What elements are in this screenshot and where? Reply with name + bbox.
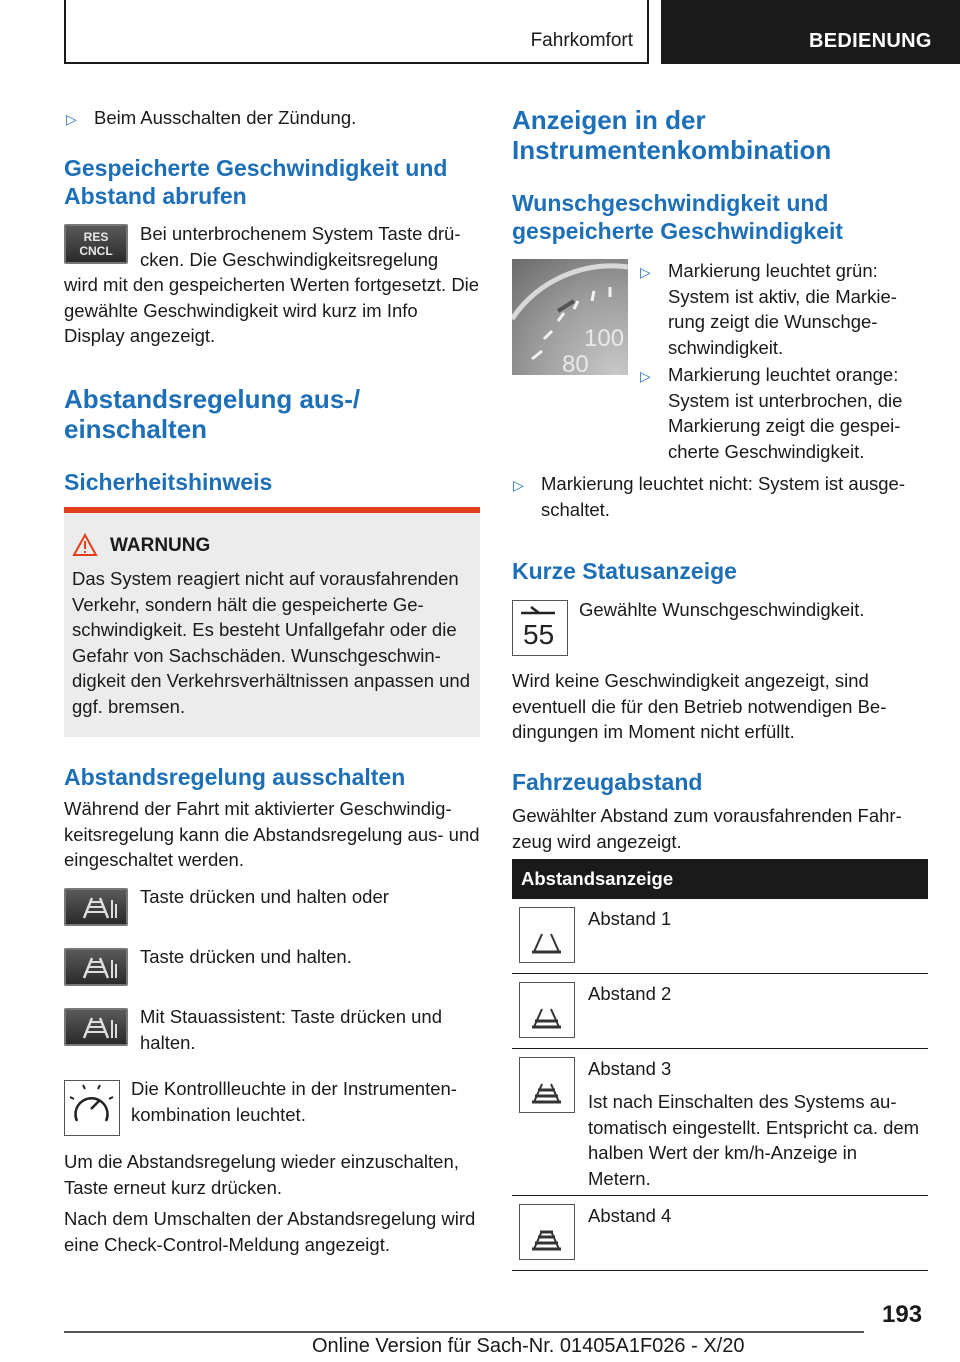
distance-button-icon-3: [64, 1008, 128, 1046]
heading-recall: Gespeicherte Geschwindigkeit und Abstand abrufen: [64, 155, 448, 209]
bullet-ignition: Beim Ausschalten der Zündung.: [94, 107, 357, 128]
table-row: [512, 1049, 928, 1196]
table-row: [512, 974, 928, 1049]
speedometer-gauge-image: [512, 259, 628, 375]
no-speed-text: Wird keine Geschwindigkeit angezeigt, sind eventuell die für den Betrieb notwendigen Be- dingungen im Moment nicht erfüllt.: [512, 670, 887, 742]
res-cncl-label: RES CNCL: [79, 230, 113, 258]
gauge-label-100: 100: [584, 325, 625, 352]
footer-divider: [64, 1331, 864, 1333]
status-text: Gewählte Wunschgeschwindigkeit.: [579, 599, 865, 620]
table-row: [512, 899, 928, 974]
status-speed-number: 55: [523, 619, 555, 650]
heading-distance-control: Abstandsregelung aus-/ einschalten: [64, 384, 361, 444]
bullet-green: Markierung leuchtet grün: System ist aktiv, die Markie- rung zeigt die Wunschge- schwindigkeit.: [668, 260, 897, 358]
indicator-lamp-icon: [64, 1080, 120, 1136]
distance-bars-icon: [520, 983, 573, 1036]
reenable-text: Um die Abstandsregelung wieder einzuschalten, Taste erneut kurz drücken.: [64, 1151, 459, 1198]
heading-switch-off: Abstandsregelung ausschalten: [64, 764, 406, 790]
distance-2-label: Abstand 2: [588, 983, 672, 1004]
heading-display: Anzeigen in der Instrumentenkombination: [512, 105, 832, 165]
page-number: 193: [882, 1301, 923, 1328]
warning-text: Das System reagiert nicht auf vorausfahrenden Verkehr, sondern hält die gespeicherte Ge- schwindigkeit. Es besteht Unfallgefahr oder die Gefahr von Sachschäden. Wunschgeschwin- digkeit den Verkehrsverhältnissen anpassen und ggf. bremsen.: [72, 568, 471, 717]
table-header: Abstandsanzeige: [512, 859, 928, 899]
distance-button-icon-1: [64, 888, 128, 926]
footer-text: Online Version für Sach-Nr. 01405A1F026 - X/20: [312, 1335, 745, 1357]
button-text-1: Taste drücken und halten oder: [140, 886, 389, 907]
header-section-box: [64, 0, 649, 64]
distance-1-icon: [519, 907, 575, 963]
warning-box: [64, 507, 480, 737]
switch-off-text: Während der Fahrt mit aktivierter Geschwindig- keitsregelung kann die Abstandsregelung aus- und eingeschaltet werden.: [64, 798, 480, 870]
bullet-orange: Markierung leuchtet orange: System ist unterbrochen, die Markierung zeigt die gespei- cherte Geschwindigkeit.: [668, 364, 903, 462]
warning-title: WARNUNG: [110, 535, 211, 556]
distance-4-label: Abstand 4: [588, 1205, 672, 1226]
distance-3-note: Ist nach Einschalten des Systems au- tomatisch eingestellt. Entspricht ca. dem halben Wert der km/h-Anzeige in Metern.: [588, 1091, 920, 1189]
distance-bars-icon: [520, 908, 573, 961]
lamp-text: Die Kontrollleuchte in der Instrumenten- kombination leuchtet.: [131, 1078, 457, 1125]
distance-bars-icon: [520, 1058, 573, 1111]
bullet-icon: ▷: [66, 111, 77, 127]
header-chapter-tab: BEDIENUNG: [661, 0, 960, 64]
distance-button-icon-2: [64, 948, 128, 986]
heading-gap: Fahrzeugabstand: [512, 769, 703, 795]
distance-1-label: Abstand 1: [588, 908, 672, 929]
bullet-icon: ▷: [640, 368, 651, 384]
header-section-title: Fahrkomfort: [530, 30, 633, 51]
res-cncl-button-icon: [64, 224, 128, 264]
distance-3-icon: [519, 1057, 575, 1113]
bullet-icon: ▷: [513, 477, 524, 493]
gauge-label-80: 80: [562, 351, 589, 375]
recall-text-continued: wird mit den gespeicherten Werten fortgesetzt. Die gewählte Geschwindigkeit wird kurz im Info Display angezeigt.: [64, 274, 480, 346]
status-speed-icon: [512, 600, 568, 656]
heading-status: Kurze Statusanzeige: [512, 558, 737, 584]
button-text-3: Mit Stauassistent: Taste drücken und halten.: [140, 1006, 442, 1053]
warning-bar: [64, 507, 480, 513]
distance-road-icon: [66, 1010, 126, 1044]
speedometer-icon: [65, 1081, 118, 1134]
bullet-icon: ▷: [640, 264, 651, 280]
speed-marker-icon: [513, 601, 566, 621]
distance-3-label: Abstand 3: [588, 1058, 672, 1079]
table-row: [512, 1196, 928, 1271]
distance-road-icon: [66, 890, 126, 924]
button-text-2: Taste drücken und halten.: [140, 946, 352, 967]
heading-desired-speed: Wunschgeschwindigkeit und gespeicherte Geschwindigkeit: [512, 190, 844, 244]
warning-triangle-icon: [72, 533, 98, 557]
distance-road-icon: [66, 950, 126, 984]
heading-safety: Sicherheitshinweis: [64, 469, 273, 495]
distance-bars-icon: [520, 1205, 573, 1258]
distance-2-icon: [519, 982, 575, 1038]
recall-text: Bei unterbrochenem System Taste drü- cken. Die Geschwindigkeitsregelung: [140, 223, 461, 270]
bullet-off: Markierung leuchtet nicht: System ist ausge- schaltet.: [541, 473, 905, 520]
distance-4-icon: [519, 1204, 575, 1260]
switch-text: Nach dem Umschalten der Abstandsregelung wird eine Check-Control-Meldung angezeigt.: [64, 1208, 476, 1255]
gap-text: Gewählter Abstand zum vorausfahrenden Fahr- zeug wird angezeigt.: [512, 805, 902, 852]
